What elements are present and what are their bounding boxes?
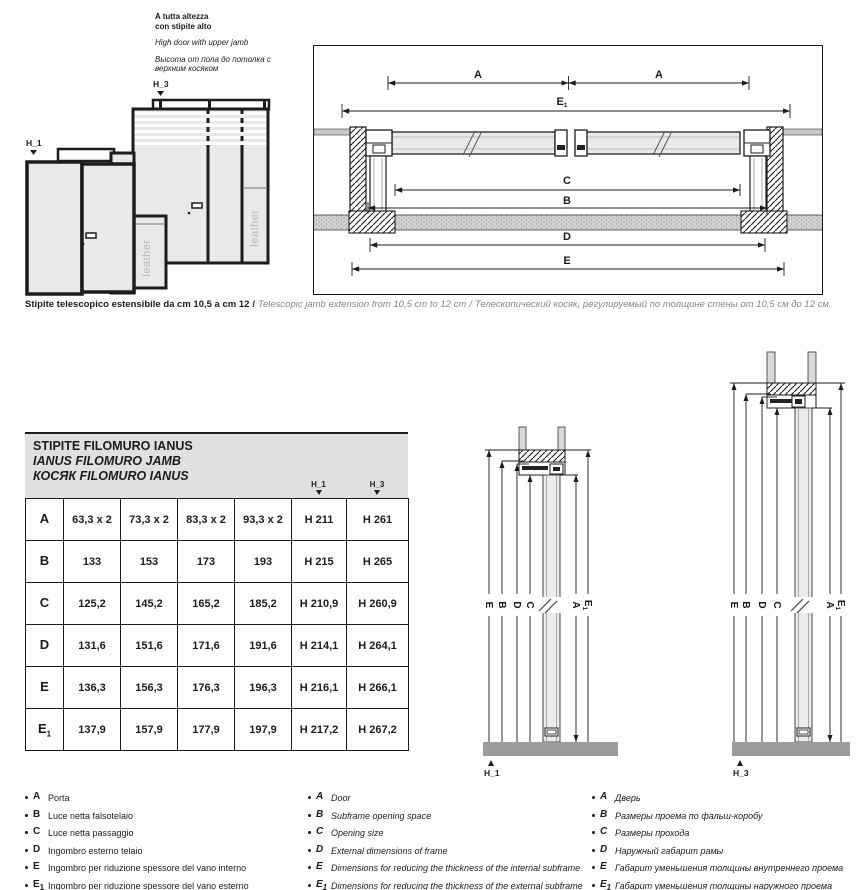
bullet-icon bbox=[308, 831, 311, 834]
svg-text:E: E bbox=[483, 601, 494, 609]
table-cell: 133 bbox=[64, 541, 121, 583]
h3-section-marker: H_3 bbox=[733, 768, 749, 778]
intro-it-line2: con stipite alto bbox=[155, 21, 212, 31]
door-types-illustration bbox=[12, 78, 304, 304]
dim-label-e: E bbox=[563, 255, 571, 267]
intro-en: High door with upper jamb bbox=[155, 38, 249, 47]
intro-ru-line2: верхним косяком bbox=[155, 64, 219, 73]
svg-text:A: A bbox=[570, 601, 581, 609]
row-label: B bbox=[26, 541, 64, 583]
vertical-section-h1 bbox=[455, 350, 650, 780]
table-cell: 171,6 bbox=[178, 625, 235, 667]
table-cell: H 260,9 bbox=[347, 583, 409, 625]
table-cell: 73,3 x 2 bbox=[121, 499, 178, 541]
h1-section-marker: H_1 bbox=[484, 768, 500, 778]
legend-item: B Luce netta falsotelaio bbox=[25, 810, 249, 823]
table-cell: 93,3 x 2 bbox=[235, 499, 292, 541]
down-arrow-icon bbox=[316, 490, 322, 495]
table-cell: 165,2 bbox=[178, 583, 235, 625]
legend-item: A Дверь bbox=[592, 792, 843, 805]
table-title-ru: КОСЯК FILOMURO IANUS bbox=[33, 469, 189, 483]
column-marker-h3: H_3 bbox=[346, 480, 408, 495]
table-cell: 191,6 bbox=[235, 625, 292, 667]
table-cell: 131,6 bbox=[64, 625, 121, 667]
svg-text:A: A bbox=[824, 601, 835, 609]
intro-ru-line1: Высота от пола до потолка с bbox=[155, 54, 271, 64]
intro-it-line1: A tutta altezza bbox=[155, 12, 209, 21]
table-cell: 145,2 bbox=[121, 583, 178, 625]
wall-hatch-left bbox=[350, 127, 366, 213]
h3-marker-label: H_3 bbox=[153, 79, 169, 89]
row-label: C bbox=[26, 583, 64, 625]
bullet-icon bbox=[25, 831, 28, 834]
table-cell: H 261 bbox=[347, 499, 409, 541]
floor-bar bbox=[732, 742, 850, 756]
bullet-icon bbox=[592, 831, 595, 834]
bullet-icon bbox=[592, 884, 595, 887]
column-marker-h1: H_1 bbox=[291, 480, 346, 495]
legend-item: $E_1$ Dimensions for reducing the thickness of the external subframe bbox=[308, 880, 583, 890]
table-cell: H 217,2 bbox=[292, 709, 347, 751]
svg-text:C: C bbox=[771, 601, 782, 609]
leather-panel-label: leather bbox=[141, 239, 153, 277]
table-row bbox=[26, 625, 409, 667]
dim-label-a-left: A bbox=[474, 69, 482, 81]
dim-label-e1: E1 bbox=[556, 96, 568, 109]
svg-text:B: B bbox=[496, 601, 507, 609]
legend-item: B Subframe opening space bbox=[308, 810, 583, 823]
table-header bbox=[25, 432, 408, 498]
dim-label-c: C bbox=[563, 175, 571, 187]
legend-item: B Размеры проема по фальш-коробу bbox=[592, 810, 843, 823]
svg-text:D: D bbox=[511, 601, 522, 609]
table-cell: 137,9 bbox=[64, 709, 121, 751]
row-label: D bbox=[26, 625, 64, 667]
table-cell: 153 bbox=[121, 541, 178, 583]
bullet-icon bbox=[25, 884, 28, 887]
h1-marker-label: H_1 bbox=[26, 138, 42, 148]
table-cell: H 214,1 bbox=[292, 625, 347, 667]
table-cell: 157,9 bbox=[121, 709, 178, 751]
table-cell: H 210,9 bbox=[292, 583, 347, 625]
legend-item: D Ingombro esterno telaio bbox=[25, 845, 249, 858]
legend-english bbox=[308, 792, 583, 890]
svg-text:E1: $E_1$ bbox=[834, 599, 846, 611]
bullet-icon bbox=[308, 866, 311, 869]
caption-it: Stipite telescopico estensibile da cm 10,5 a cm 12 bbox=[25, 299, 250, 310]
horizontal-section-drawing bbox=[313, 45, 823, 295]
section-dim-labels bbox=[728, 594, 846, 616]
legend-item: A Door bbox=[308, 792, 583, 805]
section-structure bbox=[732, 352, 850, 756]
bullet-icon bbox=[25, 796, 28, 799]
table-title-it: STIPITE FILOMURO IANUS bbox=[33, 439, 193, 453]
down-arrow-icon bbox=[157, 91, 164, 96]
dimension-table bbox=[25, 498, 409, 751]
table-title-en: IANUS FILOMURO JAMB bbox=[33, 454, 181, 468]
table-cell: 177,9 bbox=[178, 709, 235, 751]
table-row bbox=[26, 499, 409, 541]
bullet-icon bbox=[308, 814, 311, 817]
legend-italian bbox=[25, 792, 249, 890]
table-cell: H 211 bbox=[292, 499, 347, 541]
legend-item: D External dimensions of frame bbox=[308, 845, 583, 858]
table-cell: H 265 bbox=[347, 541, 409, 583]
table-cell: 125,2 bbox=[64, 583, 121, 625]
table-cell: H 216,1 bbox=[292, 667, 347, 709]
table-cell: 156,3 bbox=[121, 667, 178, 709]
legend-item: C Размеры прохода bbox=[592, 827, 843, 840]
legend-item: C Luce netta passaggio bbox=[25, 827, 249, 840]
legend-russian bbox=[592, 792, 843, 890]
bullet-icon bbox=[308, 796, 311, 799]
caption-en: Telescopic jamb extension from 10,5 cm to 12 cm bbox=[258, 299, 467, 310]
bullet-icon bbox=[592, 814, 595, 817]
row-label: $E_1$ bbox=[26, 709, 64, 751]
section-dim-arrows bbox=[732, 383, 844, 742]
vertical-section-h3 bbox=[680, 350, 861, 780]
legend-item: E Габарит уменьшения толщины внутреннего проема bbox=[592, 862, 843, 875]
svg-text:B: B bbox=[740, 601, 751, 609]
table-row bbox=[26, 667, 409, 709]
intro-note bbox=[155, 12, 325, 74]
floor-bar bbox=[483, 742, 618, 756]
up-arrow-icon bbox=[737, 760, 743, 766]
bullet-icon bbox=[25, 814, 28, 817]
legend-item: $E_1$ Габарит уменьшения толщины наружного проема bbox=[592, 880, 843, 890]
telescopic-jamb-left bbox=[349, 211, 395, 233]
table-cell: 197,9 bbox=[235, 709, 292, 751]
door-handle bbox=[192, 203, 202, 208]
svg-text:E1: $E_1$ bbox=[581, 599, 593, 611]
table-cell: H 264,1 bbox=[347, 625, 409, 667]
row-label: E bbox=[26, 667, 64, 709]
bullet-icon bbox=[25, 849, 28, 852]
bullet-icon bbox=[592, 796, 595, 799]
bullet-icon bbox=[592, 866, 595, 869]
down-arrow-icon bbox=[30, 150, 37, 155]
section-dimensions bbox=[730, 383, 845, 742]
door-handle bbox=[86, 233, 96, 238]
legend-item: $E_1$ Ingombro per riduzione spessore del vano esterno bbox=[25, 880, 249, 890]
bullet-icon bbox=[25, 866, 28, 869]
table-cell: H 266,1 bbox=[347, 667, 409, 709]
table-cell: 136,3 bbox=[64, 667, 121, 709]
table-cell: 193 bbox=[235, 541, 292, 583]
dim-label-d: D bbox=[563, 231, 571, 243]
table-row bbox=[26, 709, 409, 751]
legend-item: E Dimensions for reducing the thickness of the internal subframe bbox=[308, 862, 583, 875]
table-cell: H 267,2 bbox=[347, 709, 409, 751]
table-cell: 63,3 x 2 bbox=[64, 499, 121, 541]
svg-text:C: C bbox=[524, 601, 535, 609]
telescopic-jamb-right bbox=[741, 211, 787, 233]
svg-text:E: E bbox=[728, 601, 739, 609]
table-cell: 196,3 bbox=[235, 667, 292, 709]
table-cell: 83,3 x 2 bbox=[178, 499, 235, 541]
bullet-icon bbox=[308, 884, 311, 887]
section-structure bbox=[483, 427, 618, 756]
legend-item: D Наружный габарит рамы bbox=[592, 845, 843, 858]
table-cell: 176,3 bbox=[178, 667, 235, 709]
up-arrow-icon bbox=[488, 760, 494, 766]
table-row bbox=[26, 541, 409, 583]
caption-ru: Телескопический косяк, регулируемый по толщине стены от 10,5 см до 12 см. bbox=[474, 299, 832, 310]
table-cell: 185,2 bbox=[235, 583, 292, 625]
legend-item: E Ingombro per riduzione spessore del vano interno bbox=[25, 862, 249, 875]
legend-item: C Opening size bbox=[308, 827, 583, 840]
leather-panel-label: leather bbox=[249, 209, 261, 247]
drawing-caption: Stipite telescopico estensibile da cm 10,5 a cm 12 / Telescopic jamb extension from 10,5 cm to 12 cm / Телескопический косяк, регулируемый по толщине стены от 10,5 см до 12 см. bbox=[25, 299, 832, 310]
dim-label-b: B bbox=[563, 195, 571, 207]
bullet-icon bbox=[308, 849, 311, 852]
dim-label-a-right: A bbox=[655, 69, 663, 81]
legend-item: A Porta bbox=[25, 792, 249, 805]
down-arrow-icon bbox=[374, 490, 380, 495]
table-cell: 173 bbox=[178, 541, 235, 583]
table-row bbox=[26, 583, 409, 625]
table-cell: 151,6 bbox=[121, 625, 178, 667]
table-cell: H 215 bbox=[292, 541, 347, 583]
svg-text:D: D bbox=[756, 601, 767, 609]
row-label: A bbox=[26, 499, 64, 541]
bullet-icon bbox=[592, 849, 595, 852]
